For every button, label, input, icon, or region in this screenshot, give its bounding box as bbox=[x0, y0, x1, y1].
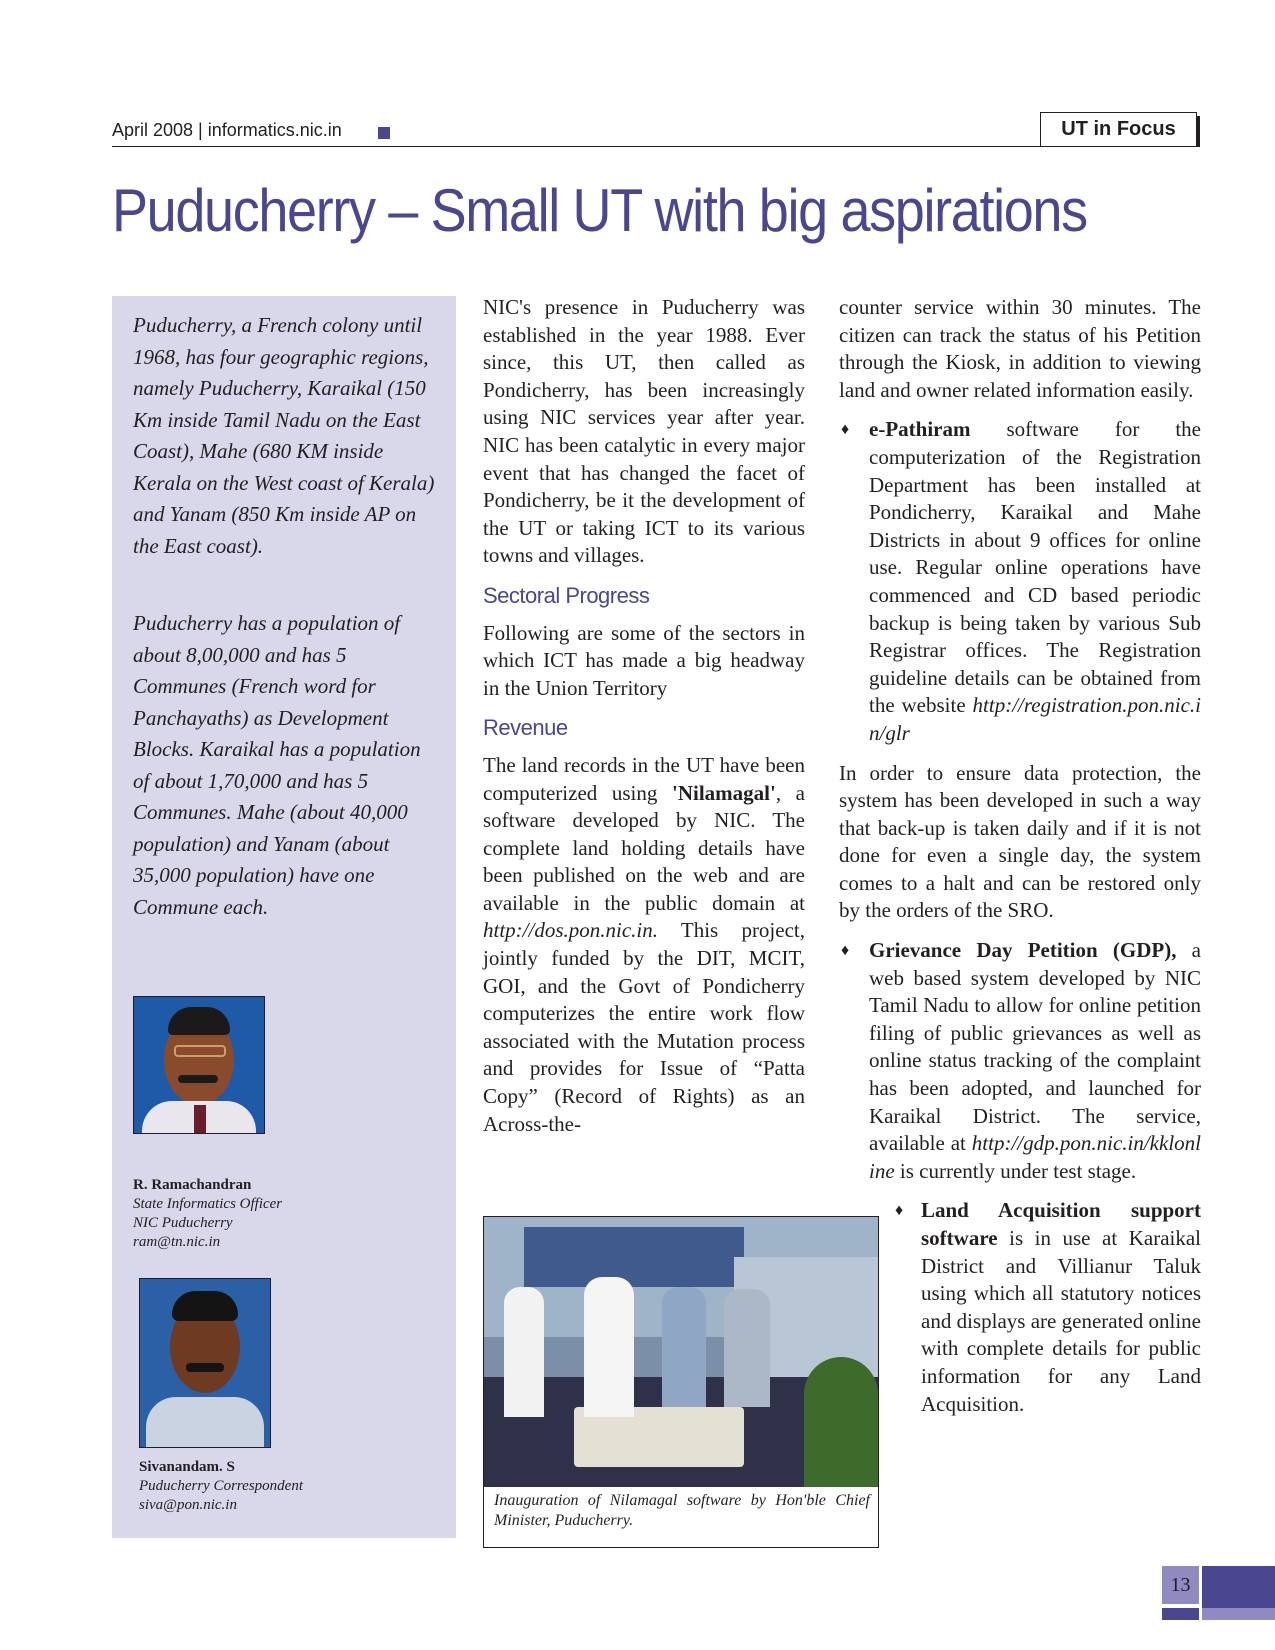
land-acquisition-name: Land Acquisition support software bbox=[921, 1198, 1201, 1250]
diamond-bullet-icon: ♦ bbox=[841, 942, 850, 960]
inauguration-photo bbox=[484, 1217, 878, 1487]
revenue-text: , a software developed by NIC. The complete land holding details have been published on the web and are available in the public domain at bbox=[483, 780, 805, 915]
article-title: Puducherry – Small UT with big aspirations bbox=[112, 177, 1087, 244]
author-photo-sivanandam bbox=[139, 1278, 271, 1448]
column-right bbox=[839, 294, 1201, 1430]
revenue-text: The land records in the UT have been computerized using bbox=[483, 752, 805, 805]
page-number: 13 bbox=[1162, 1566, 1199, 1604]
sidebar-paragraph-regions: Puducherry, a French colony until 1968, has four geographic regions, namely Puducherry, Karaikal (150 Km inside Tamil Nadu on the East Coast), Mahe (680 KM inside Kerala on the West coast of Kerala) and Yanam (850 Km inside AP on the East coast). bbox=[133, 313, 435, 558]
section-label: UT in Focus bbox=[1040, 112, 1197, 146]
dos-url: http://dos.pon.nic.in. bbox=[483, 918, 658, 943]
gdp-name: Grievance Day Petition (GDP), bbox=[869, 938, 1177, 963]
author-email: ram@tn.nic.in bbox=[133, 1234, 221, 1250]
page-corner-block bbox=[1202, 1566, 1275, 1608]
epathiram-text: software for the computerization of the Registration Department has been installed at Pondicherry, Karaikal and Mahe Districts in about 9 offices for online use. Regular online operations have commenced and CD based periodic backup is being taken by various Sub Registrar offices. The Registration guideline details can be obtained from the website bbox=[869, 417, 1201, 718]
author-credit-ramachandran bbox=[133, 1176, 282, 1252]
author-name: R. Ramachandran bbox=[133, 1177, 252, 1193]
section-label-shadow bbox=[1197, 116, 1200, 146]
nilamagal-name: 'Nilamagal' bbox=[671, 780, 776, 805]
sidebar-paragraph-population: Puducherry has a population of about 8,00,000 and has 5 Communes (French word for Panchayaths) as Development Blocks. Karaikal has a population of about 1,70,000 and has 5 Communes. Mahe (about 40,000 population) and Yanam (about 35,000 population) have one Commune each. bbox=[133, 611, 421, 919]
revenue-paragraph bbox=[483, 752, 805, 1138]
subheading-revenue: Revenue bbox=[483, 715, 568, 741]
photo-caption: Inauguration of Nilamagal software by Hon'ble Chief Minister, Puducherry. bbox=[494, 1492, 870, 1529]
subheading-sectoral-progress: Sectoral Progress bbox=[483, 582, 650, 608]
registration-url: http://registration.pon.nic.in/glr bbox=[869, 693, 1201, 745]
header-rule bbox=[112, 146, 1200, 147]
gdp-url: http://gdp.pon.nic.in/kklonline bbox=[869, 1131, 1201, 1183]
gdp-text: a web based system developed by NIC Tamil Nadu to allow for online petition filing of public grievances as well as online status tracking of the complaint has been adopted, and launched for Karaikal District. The service, available at bbox=[869, 938, 1201, 1156]
epathiram-name: e-Pathiram bbox=[869, 417, 971, 442]
author-email: siva@pon.nic.in bbox=[139, 1497, 237, 1513]
continuation-paragraph: counter service within 30 minutes. The citizen can track the status of his Petition through the Kiosk, in addition to viewing land and owner related information easily. bbox=[839, 295, 1201, 402]
column-middle bbox=[483, 294, 805, 1150]
gdp-tail: is currently under test stage. bbox=[894, 1158, 1137, 1183]
square-marker-icon bbox=[378, 127, 390, 139]
author-role: State Informatics Officer bbox=[133, 1196, 283, 1212]
intro-paragraph: NIC's presence in Puducherry was established in the year 1988. Ever since, this UT, then called as Pondicherry, has been increasingly using NIC services year after year. NIC has been catalytic in every major event that has changed the facet of Pondicherry, be it the development of the UT or taking ICT to its various towns and villages. bbox=[483, 295, 805, 568]
data-protection-paragraph: In order to ensure data protection, the system has been developed in such a way that back-up is taken daily and if it is not done for even a single day, the system comes to a halt and can be restored only by the orders of the SRO. bbox=[839, 760, 1201, 923]
author-role: Puducherry Correspondent bbox=[139, 1478, 304, 1494]
revenue-text: This project, jointly funded by the DIT, MCIT, GOI, and the Govt of Pondicherry computerizes the entire work flow associated with the Mutation process and provides for Issue of “Patta Copy” (Record of Rights) as an Across-the- bbox=[483, 918, 805, 1136]
bullet-land-acquisition bbox=[839, 1197, 1201, 1418]
author-photo-ramachandran bbox=[133, 996, 265, 1134]
diamond-bullet-icon: ♦ bbox=[841, 421, 850, 439]
author-org: NIC Puducherry bbox=[133, 1215, 233, 1231]
author-name: Sivanandam. S bbox=[139, 1459, 235, 1475]
diamond-bullet-icon: ♦ bbox=[895, 1202, 904, 1220]
issue-line: April 2008 | informatics.nic.in bbox=[112, 120, 342, 140]
bullet-epathiram bbox=[839, 416, 1201, 747]
bullet-gdp bbox=[839, 937, 1201, 1185]
page-corner-strip bbox=[1162, 1608, 1199, 1620]
author-credit-sivanandam bbox=[139, 1458, 303, 1515]
land-acquisition-text: is in use at Karaikal District and Villianur Taluk using which all statutory notices and displays are generated online with complete details for public information for any Land Acquisition. bbox=[921, 1226, 1201, 1416]
sectoral-paragraph: Following are some of the sectors in which ICT has made a big headway in the Union Territory bbox=[483, 620, 805, 700]
photo-figure bbox=[483, 1216, 879, 1548]
page-corner-strip bbox=[1202, 1608, 1275, 1620]
